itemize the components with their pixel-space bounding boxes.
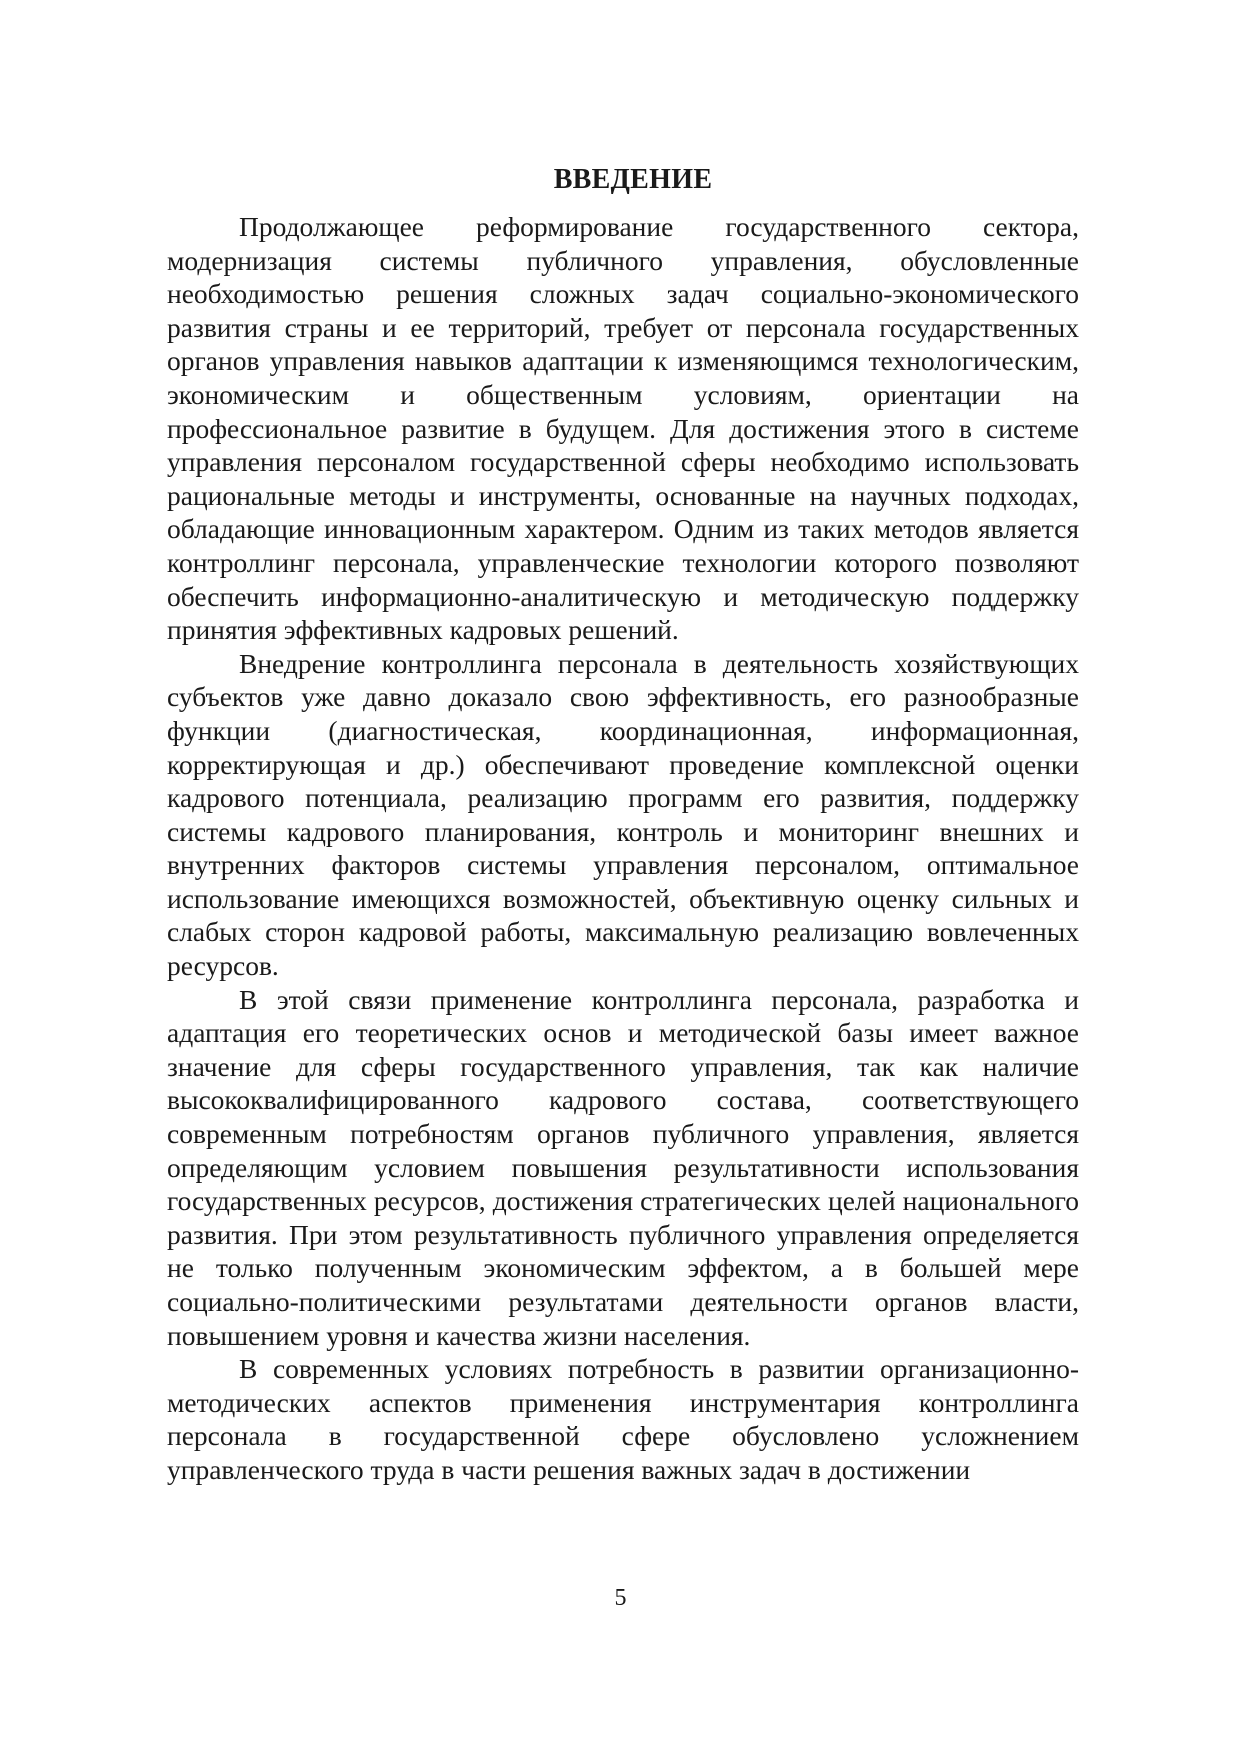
paragraph-1: Продолжающее реформирование государственного сектора, модернизация системы публичного управления, обусловленные необходимостью решения сложных задач социально-экономического развития страны и ее территорий, требует от персонала государственных органов управления навыков адаптации к изменяющимся технологическим, экономическим и общественным условиям, ориентации на профессиональное развитие в будущем. Для достижения этого в системе управления персоналом государственной сферы необходимо использовать рациональные методы и инструменты, основанные на научных подходах, обладающие инновационным характером. Одним из таких методов является контроллинг персонала, управленческие технологии которого позволяют обеспечить информационно-аналитическую и методическую поддержку принятия эффективных кадровых решений. (167, 211, 1079, 646)
page-content (167, 160, 1079, 1487)
paragraph-2: Внедрение контроллинга персонала в деятельность хозяйствующих субъектов уже давно доказало свою эффективность, его разнообразные функции (диагностическая, координационная, информационная, корректирующая и др.) обеспечивают проведение комплексной оценки кадрового потенциала, реализацию программ его развития, поддержку системы кадрового планирования, контроль и мониторинг внешних и внутренних факторов системы управления персоналом, оптимальное использование имеющихся возможностей, объективную оценку сильных и слабых сторон кадровой работы, максимальную реализацию вовлеченных ресурсов. (167, 647, 1079, 982)
paragraph-3: В этой связи применение контроллинга персонала, разработка и адаптация его теоретических основ и методической базы имеет важное значение для сферы государственного управления, так как наличие высококвалифицированного кадрового состава, соответствующего современным потребностям органов публичного управления, является определяющим условием повышения результативности использования государственных ресурсов, достижения стратегических целей национального развития. При этом результативность публичного управления определяется не только полученным экономическим эффектом, а в большей мере социально-политическими результатами деятельности органов власти, повышением уровня и качества жизни населения. (167, 983, 1079, 1351)
page-number: 5 (614, 1585, 627, 1611)
paragraph-4: В современных условиях потребность в развитии организационно-методических аспектов применения инструментария контроллинга персонала в государственной сфере обусловлено усложнением управленческого труда в части решения важных задач в достижении (167, 1353, 1079, 1485)
section-heading: ВВЕДЕНИЕ (553, 164, 713, 195)
